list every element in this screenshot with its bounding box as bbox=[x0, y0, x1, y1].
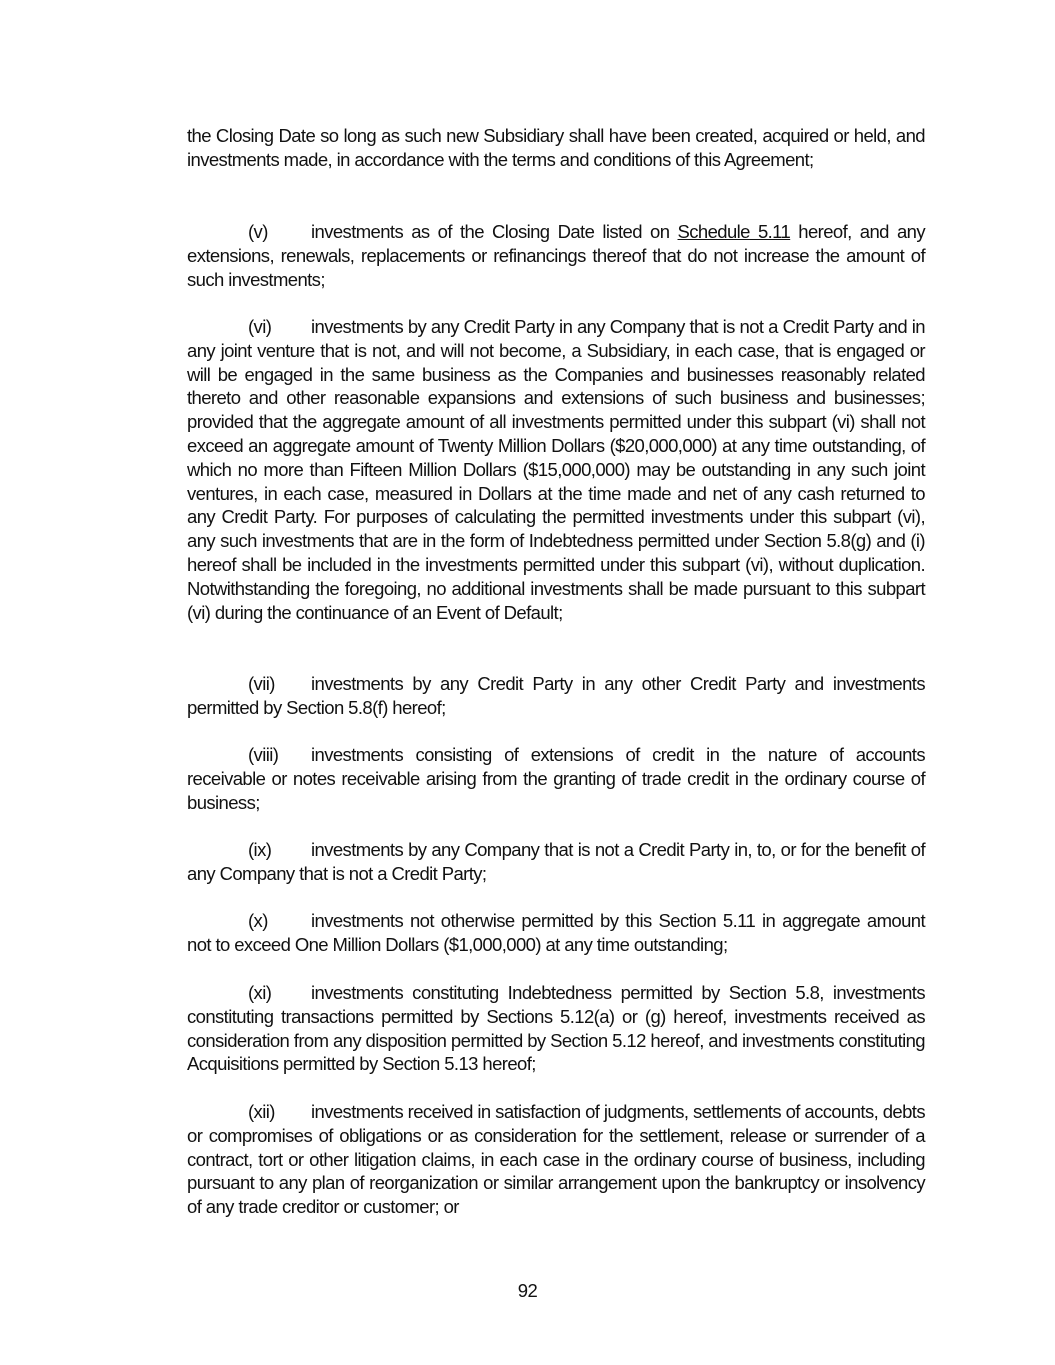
page-number: 92 bbox=[517, 1280, 538, 1301]
clause-viii bbox=[187, 743, 925, 814]
clause-xii bbox=[187, 1100, 925, 1219]
clause-vi bbox=[187, 315, 925, 624]
clause-text: investments as of the Closing Date listed on bbox=[311, 221, 678, 242]
clause-label: (ix) bbox=[248, 839, 272, 860]
continuation-text: the Closing Date so long as such new Subsidiary shall have been created, acquired or held, and investments made, in accordance with the terms and conditions of this Agreement; bbox=[187, 125, 925, 170]
clause-text: investments by any Credit Party in any Company that is not a Credit Party and in any joint venture that is not, and will not become, a Subsidiary, in each case, that is engaged or will be engaged in the same business as the Companies and businesses reasonably related thereto and other reasonable expansions and extensions of such business and businesses; provided that the aggregate amount of all investments permitted under this subpart (vi) shall not exceed an aggregate amount of Twenty Million Dollars ($20,000,000) at any time outstanding, of which no more than Fifteen Million Dollars ($15,000,000) may be outstanding in any such joint ventures, in each case, measured in Dollars at the time made and net of any cash returned to any Credit Party. For purposes of calculating the permitted investments under this subpart (vi), any such investments that are in the form of Indebtedness permitted under Section 5.8(g) and (i) hereof shall be included in the investments permitted under this subpart (vi), without duplication. Notwithstanding the foregoing, no additional investments shall be made pursuant to this subpart (vi) during the continuance of an Event of Default; bbox=[187, 316, 925, 623]
clause-label: (vii) bbox=[248, 673, 275, 694]
clause-text: investments received in satisfaction of judgments, settlements of accounts, debts or compromises of obligations or as consideration for the settlement, release or surrender of a contract, tort or other litigation claims, in each case in the ordinary course of business, including pursuant to any plan of reorganization or similar arrangement upon the bankruptcy or insolvency of any trade creditor or customer; or bbox=[187, 1101, 925, 1218]
clause-label: (x) bbox=[248, 910, 268, 931]
clause-label: (v) bbox=[248, 221, 268, 242]
clause-label: (viii) bbox=[248, 744, 279, 765]
clause-text: hereof, and any extensions, renewals, replacements or refinancings thereof that do not increase the amount of such investments; bbox=[187, 221, 925, 290]
clause-x bbox=[187, 909, 925, 957]
clause-vii bbox=[187, 672, 925, 720]
schedule-link[interactable]: Schedule 5.11 bbox=[677, 221, 791, 242]
clause-ix bbox=[187, 838, 925, 886]
clause-v bbox=[187, 220, 925, 291]
clause-text: investments not otherwise permitted by this Section 5.11 in aggregate amount not to exceed One Million Dollars ($1,000,000) at any time outstanding; bbox=[187, 910, 925, 955]
clause-label: (vi) bbox=[248, 316, 272, 337]
clause-text: investments by any Credit Party in any other Credit Party and investments permitted by Section 5.8(f) hereof; bbox=[187, 673, 925, 718]
clause-label: (xii) bbox=[248, 1101, 275, 1122]
clause-text: investments consisting of extensions of credit in the nature of accounts receivable or notes receivable arising from the granting of trade credit in the ordinary course of business; bbox=[187, 744, 925, 813]
clause-text: investments by any Company that is not a Credit Party in, to, or for the benefit of any Company that is not a Credit Party; bbox=[187, 839, 925, 884]
clause-xi bbox=[187, 981, 925, 1076]
clause-label: (xi) bbox=[248, 982, 272, 1003]
continuation-paragraph bbox=[187, 124, 925, 172]
clause-text: investments constituting Indebtedness permitted by Section 5.8, investments constituting transactions permitted by Sections 5.12(a) or (g) hereof, investments received as consideration from any disposition permitted by Section 5.12 hereof, and investments constituting Acquisitions permitted by Section 5.13 hereof; bbox=[187, 982, 925, 1075]
